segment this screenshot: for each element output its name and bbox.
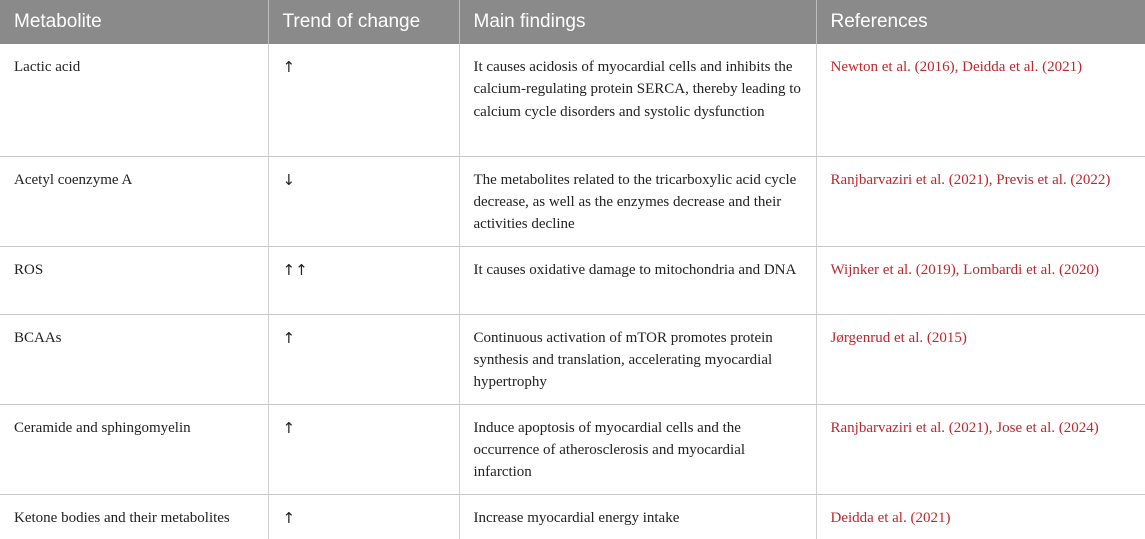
header-findings: Main findings (459, 0, 816, 44)
references-link[interactable]: Wijnker et al. (2019), Lombardi et al. (2020) (816, 246, 1145, 314)
metabolite-cell: Ketone bodies and their metabolites (0, 494, 268, 539)
metabolite-cell: BCAAs (0, 314, 268, 404)
table-row (0, 246, 1145, 314)
findings-cell: It causes oxidative damage to mitochondria and DNA (459, 246, 816, 314)
metabolite-cell: Lactic acid (0, 44, 268, 156)
table-row (0, 156, 1145, 246)
table-row (0, 494, 1145, 539)
trend-cell: ↑ (268, 494, 459, 539)
trend-cell: ↑ (268, 44, 459, 156)
trend-cell: ↑ (268, 314, 459, 404)
table-row (0, 314, 1145, 404)
metabolite-cell: Ceramide and sphingomyelin (0, 404, 268, 494)
findings-cell: The metabolites related to the tricarboxylic acid cycle decrease, as well as the enzymes decrease and their activities decline (459, 156, 816, 246)
trend-cell: ↓ (268, 156, 459, 246)
findings-cell: Continuous activation of mTOR promotes protein synthesis and translation, accelerating myocardial hypertrophy (459, 314, 816, 404)
trend-cell: ↑↑ (268, 246, 459, 314)
trend-cell: ↑ (268, 404, 459, 494)
table-header (0, 0, 1145, 44)
findings-cell: Induce apoptosis of myocardial cells and the occurrence of atherosclerosis and myocardial infarction (459, 404, 816, 494)
references-link[interactable]: Jørgenrud et al. (2015) (816, 314, 1145, 404)
metabolite-cell: ROS (0, 246, 268, 314)
header-metabolite: Metabolite (0, 0, 268, 44)
references-link[interactable]: Newton et al. (2016), Deidda et al. (2021) (816, 44, 1145, 156)
table-body (0, 44, 1145, 539)
table-row (0, 44, 1145, 156)
findings-cell: It causes acidosis of myocardial cells and inhibits the calcium-regulating protein SERCA, thereby leading to calcium cycle disorders and systolic dysfunction (459, 44, 816, 156)
header-trend: Trend of change (268, 0, 459, 44)
header-row (0, 0, 1145, 44)
table-row (0, 404, 1145, 494)
header-references: References (830, 11, 928, 32)
references-link[interactable]: Ranjbarvaziri et al. (2021), Previs et al. (2022) (816, 156, 1145, 246)
findings-cell: Increase myocardial energy intake (459, 494, 816, 539)
references-link[interactable]: Deidda et al. (2021) (830, 509, 951, 526)
references-link[interactable]: Ranjbarvaziri et al. (2021), Jose et al. (2024) (816, 404, 1145, 494)
metabolite-cell: Acetyl coenzyme A (0, 156, 268, 246)
